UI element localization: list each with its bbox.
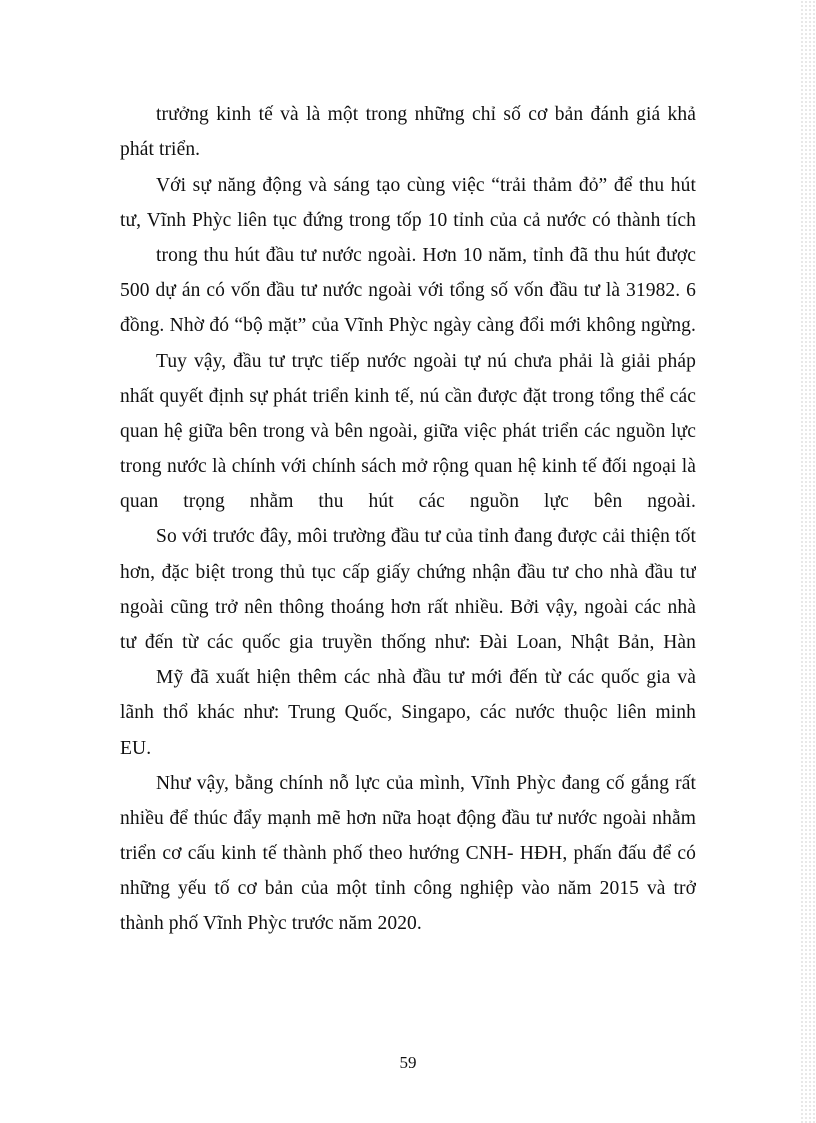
text-line: hơn, đặc biệt trong thủ tục cấp giấy chứng nhận đầu tư cho nhà đầu tư <box>120 562 696 583</box>
text-line: nhiều để thúc đẩy mạnh mẽ hơn nữa hoạt động đầu tư nước ngoài nhằm <box>120 808 696 829</box>
text-line: Mỹ đã xuất hiện thêm các nhà đầu tư mới đến từ các quốc gia và <box>156 667 696 688</box>
text-line: 500 dự án có vốn đầu tư nước ngoài với tổng số vốn đầu tư là 31982. 6 <box>120 280 696 301</box>
page-number: 59 <box>399 1053 417 1072</box>
text-line: EU. <box>120 738 152 759</box>
text-line: Tuy vậy, đầu tư trực tiếp nước ngoài tự nú chưa phải là giải pháp <box>156 351 696 372</box>
text-line: những yếu tố cơ bản của một tỉnh công nghiệp vào năm 2015 và trở <box>120 878 696 899</box>
text-line: đồng. Nhờ đó “bộ mặt” của Vĩnh Phỳc ngày càng đổi mới không ngừng. <box>120 315 696 336</box>
text-line: tư, Vĩnh Phỳc liên tục đứng trong tốp 10 tỉnh của cả nước có thành tích <box>120 210 696 231</box>
text-line: quan hệ giữa bên trong và bên ngoài, giữa việc phát triển các nguồn lực <box>120 421 696 442</box>
text-line: quan trọng nhằm thu hút các nguồn lực bên ngoài. <box>120 491 696 512</box>
text-line: tư đến từ các quốc gia truyền thống như: Đài Loan, Nhật Bản, Hàn <box>120 632 696 653</box>
text-line: Với sự năng động và sáng tạo cùng việc “trải thảm đỏ” để thu hút <box>156 175 696 196</box>
text-line: trong nước là chính với chính sách mở rộng quan hệ kinh tế đối ngoại là <box>120 456 696 477</box>
scan-edge-texture <box>800 0 816 1123</box>
text-line: ngoài cũng trở nên thông thoáng hơn rất nhiều. Bởi vậy, ngoài các nhà <box>120 597 696 618</box>
text-line: lãnh thổ khác như: Trung Quốc, Singapo, các nước thuộc liên minh <box>120 702 696 723</box>
text-line: trưởng kinh tế và là một trong những chỉ số cơ bản đánh giá khả <box>156 104 696 125</box>
text-line: So với trước đây, môi trường đầu tư của tỉnh đang được cải thiện tốt <box>156 526 696 547</box>
text-line: Như vậy, bằng chính nỗ lực của mình, Vĩnh Phỳc đang cố gắng rất <box>156 773 696 794</box>
text-line: trong thu hút đầu tư nước ngoài. Hơn 10 năm, tỉnh đã thu hút được <box>156 245 696 266</box>
text-line: nhất quyết định sự phát triển kinh tế, nú cần được đặt trong tổng thể các <box>120 386 696 407</box>
text-line: phát triển. <box>120 139 201 160</box>
text-line: thành phố Vĩnh Phỳc trước năm 2020. <box>120 913 422 934</box>
text-line: triển cơ cấu kinh tế thành phố theo hướng CNH- HĐH, phấn đấu để có <box>120 843 696 864</box>
